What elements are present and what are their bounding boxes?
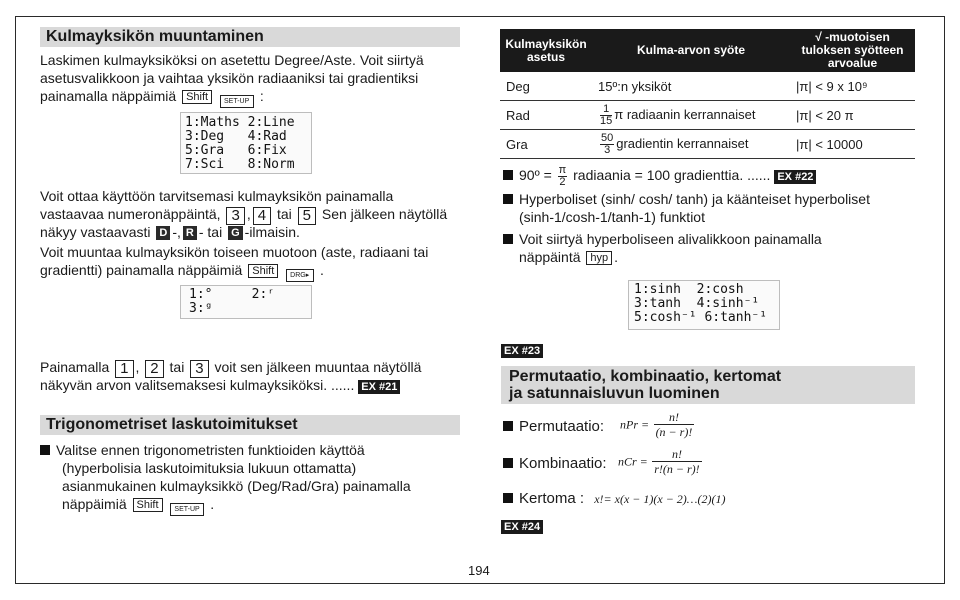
bullet-icon <box>503 194 513 204</box>
ex23-badge-wrap <box>501 341 543 359</box>
p3-line-2 <box>40 261 324 282</box>
trig-b1-l1: Valitse ennen trigonometristen funktioiden käyttöä <box>56 442 365 458</box>
setup-key: SET-UP <box>220 95 254 108</box>
key-1: 1 <box>115 360 133 378</box>
table-header-input: Kulma-arvon syöte <box>592 29 790 72</box>
trig-bullet-line-2: (hyperbolisia laskutoimituksia lukuun ottamatta) <box>62 460 357 476</box>
perm-num: n! <box>654 410 695 425</box>
table-cell-input <box>592 130 790 159</box>
rad-frac-den: 15 <box>600 114 613 127</box>
bullet-icon <box>503 493 513 503</box>
trig-b1-l4: näppäimiä <box>62 496 127 512</box>
section-title-angle-unit: Kulmayksikön muuntaminen <box>40 27 460 47</box>
comb-num: n! <box>652 447 701 462</box>
p4-line-1: Painamalla 1 , 2 tai 3 voit sen jälkeen muuntaa näytöllä <box>40 359 422 377</box>
indicator-D: D <box>156 226 170 240</box>
p4-line-1a: Painamalla <box>40 359 110 375</box>
ex23-badge: EX #23 <box>501 344 543 358</box>
p2-sep2: - tai <box>198 224 223 240</box>
p4-line-2-text: näkyvän arvon valitsemaksesi kulmayksiköksi. ...... <box>40 377 355 393</box>
table-row <box>500 130 915 159</box>
trig-bullet-line-4 <box>62 495 214 516</box>
comb-label: Kombinaatio: <box>519 455 607 472</box>
pi-over-2 <box>558 165 568 188</box>
key-5: 5 <box>298 207 316 225</box>
shift-key-3: Shift <box>133 498 163 512</box>
setup-key-2: SET-UP <box>170 503 204 516</box>
pi-den: 2 <box>559 176 566 188</box>
period: . <box>320 262 324 278</box>
bullet-icon <box>503 170 513 180</box>
hyp-key: hyp <box>586 251 612 265</box>
intro-line-1: Laskimen kulmayksiköksi on asetettu Degree/Aste. Voit siirtyä <box>40 52 424 68</box>
bullet-icon <box>503 234 513 244</box>
p2-line-2c: Sen jälkeen näytöllä <box>321 206 448 222</box>
table-cell-input: 15º:n yksiköt <box>592 72 790 101</box>
table-cell-unit: Deg <box>500 72 592 101</box>
p2-tai: tai <box>276 206 292 222</box>
perm-label: Permutaatio: <box>519 418 605 435</box>
table-cell-unit: Rad <box>500 101 592 130</box>
p2-line-1: Voit ottaa käyttöön tarvitsemasi kulmayksikön painamalla <box>40 188 394 204</box>
table-cell-range: |π| < 20 π <box>790 101 915 130</box>
p4-tai: tai <box>169 359 185 375</box>
drg-key: DRG▸ <box>286 269 314 282</box>
ex24-badge: EX #24 <box>501 520 543 534</box>
p2-line-2: vastaavaa numeronäppäintä, 3 , 4 tai 5 Sen jälkeen näytöllä <box>40 206 448 224</box>
table-cell-input <box>592 101 790 130</box>
ex21-badge: EX #21 <box>358 380 400 394</box>
comb-row <box>503 455 607 473</box>
pi-num: π <box>558 164 567 176</box>
lcd-drg-text: 1:° 2:ʳ 3:ᵍ <box>189 287 276 316</box>
rad-frac-num: 1 <box>600 104 612 116</box>
lcd-drg-menu <box>180 285 312 319</box>
p2-line-3 <box>40 223 300 241</box>
section-title-trig: Trigonometriset laskutoimitukset <box>40 415 460 435</box>
comb-formula <box>618 447 702 476</box>
perm-lhs: nPr = <box>620 417 650 432</box>
gra-frac-num: 50 <box>601 131 614 144</box>
intro-line-3-text: painamalla näppäimiä <box>40 88 177 104</box>
table-row <box>500 101 915 130</box>
shift-key-2: Shift <box>248 264 278 278</box>
gra-frac-den: 3 <box>604 143 611 156</box>
hyp-b2-l1: Hyperboliset (sinh/ cosh/ tanh) ja käänteiset hyperboliset <box>519 191 870 207</box>
p3-line-2-text: gradientti) painamalla näppäimiä <box>40 262 243 278</box>
gra-input-text: gradientin kerrannaiset <box>616 135 749 151</box>
page-number: 194 <box>468 563 490 578</box>
table-header-unit: Kulmayksikön asetus <box>500 29 592 72</box>
intro-line-3 <box>40 87 264 108</box>
p2-line-2a: vastaavaa numeronäppäintä, <box>40 206 221 222</box>
p2-end: -ilmaisin. <box>244 224 300 240</box>
perm-formula <box>620 410 694 439</box>
lcd-hyp-text: 1:sinh 2:cosh 3:tanh 4:sinh⁻¹ 5:cosh⁻¹ 6:tanh⁻¹ <box>634 282 768 325</box>
indicator-R: R <box>183 226 197 240</box>
right-bullet-2-line-2: (sinh-1/cosh-1/tanh-1) funktiot <box>519 209 705 225</box>
perm-title-l2: ja satunnaisluvun luominen <box>509 385 720 402</box>
rad-input-text: π radiaanin kerrannaiset <box>614 106 756 122</box>
fact-label: Kertoma : <box>519 490 585 507</box>
comb-fraction <box>652 447 701 476</box>
rad-equals-grad: radiaania = 100 gradienttia. ...... <box>573 167 771 184</box>
table-cell-range: |π| < 9 x 10⁹ <box>790 72 915 101</box>
bullet-icon <box>503 421 513 431</box>
colon: : <box>259 88 264 104</box>
rad-fraction <box>600 104 612 127</box>
table-header-range: √ -muotoisen tuloksen syötteen arvoalue <box>790 29 915 72</box>
table-cell-range: |π| < 10000 <box>790 130 915 159</box>
bullet-icon <box>503 458 513 468</box>
lcd-setup-menu <box>180 112 312 174</box>
ex22-badge: EX #22 <box>774 170 816 184</box>
perm-den: (n − r)! <box>655 425 693 439</box>
section-title-perm <box>501 366 915 404</box>
key-3: 3 <box>226 207 244 225</box>
p4-line-2 <box>40 376 400 394</box>
table-row <box>500 72 915 101</box>
trig-bullet-line-3: asianmukainen kulmayksikkö (Deg/Rad/Gra) painamalla <box>62 478 411 494</box>
intro-line-2: asetusvalikkoon ja vaihtaa yksikön radiaaniksi tai gradientiksi <box>40 70 419 86</box>
right-bullet-3-line-2: näppäintä hyp . <box>519 249 619 265</box>
p2-sep1: -, <box>172 224 181 240</box>
period-2: . <box>210 496 215 512</box>
shift-key: Shift <box>182 90 212 104</box>
perm-fraction <box>654 410 695 439</box>
fact-formula: x!= x(x − 1)(x − 2)…(2)(1) <box>594 492 726 506</box>
gra-fraction <box>600 133 614 156</box>
table-cell-unit: Gra <box>500 130 592 159</box>
deg-equals: 90º = <box>519 167 552 184</box>
right-bullet-1 <box>503 165 816 188</box>
right-bullet-2-line-1 <box>503 190 870 208</box>
key-3b: 3 <box>190 360 208 378</box>
key-2: 2 <box>145 360 163 378</box>
key-4: 4 <box>253 207 271 225</box>
indicator-G: G <box>228 226 243 240</box>
hyp-b3-l1: Voit siirtyä hyperboliseen alivalikkoon painamalla <box>519 231 822 247</box>
p4-line-1b: voit sen jälkeen muuntaa näytöllä <box>214 359 422 375</box>
p2-line-3a: näkyy vastaavasti <box>40 224 151 240</box>
comb-lhs: nCr = <box>618 454 648 469</box>
table-header-row <box>500 29 915 72</box>
trig-bullet-line-1 <box>40 441 365 459</box>
p3-line-1: Voit muuntaa kulmayksikön toiseen muotoon (aste, radiaani tai <box>40 244 429 260</box>
comb-den: r!(n − r)! <box>654 462 700 476</box>
ex24-badge-wrap <box>501 517 543 535</box>
perm-row <box>503 418 604 436</box>
hyp-b3-l2: näppäintä <box>519 249 581 265</box>
right-bullet-3-line-1 <box>503 230 822 248</box>
lcd-hyp-menu <box>628 280 780 330</box>
angle-unit-table <box>500 29 915 159</box>
perm-title-l1: Permutaatio, kombinaatio, kertomat <box>509 368 782 385</box>
lcd-setup-text: 1:Maths 2:Line 3:Deg 4:Rad 5:Gra 6:Fix 7:Sci 8:Norm <box>185 115 295 172</box>
bullet-icon <box>40 445 50 455</box>
fact-row <box>503 490 725 508</box>
